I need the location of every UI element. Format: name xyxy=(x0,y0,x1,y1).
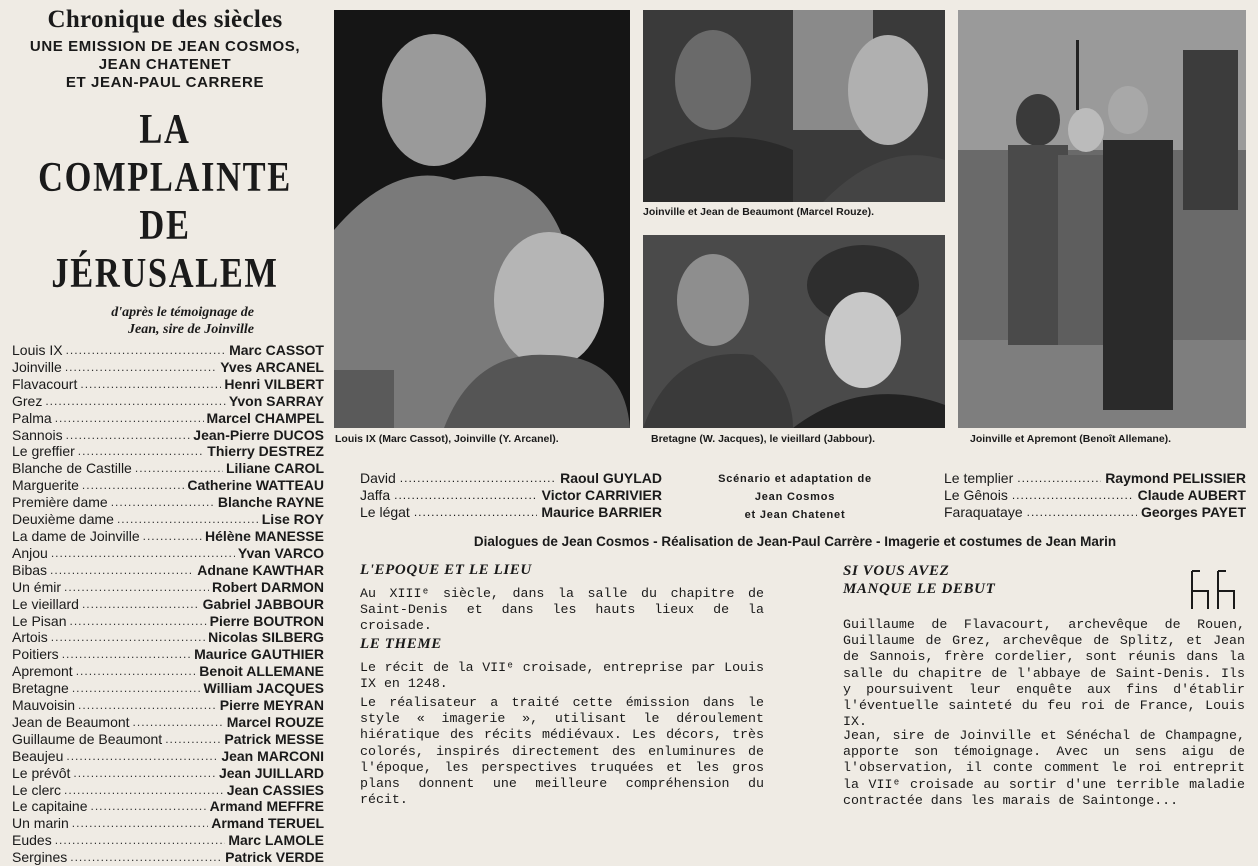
leader-dots xyxy=(64,782,224,799)
leader-dots xyxy=(45,393,225,410)
text-debut-2: Jean, sire de Joinville et Sénéchal de Champagne, apporte son témoignage. Avec un sens aigu de l'observation, il conte comment le roi entreprit la VIIᵉ croisade au sortir d'une terrible maladie contractée dans les marais de Saintonge... xyxy=(843,728,1245,808)
cast-entry xyxy=(12,680,324,697)
leader-dots xyxy=(64,579,209,596)
credit-line-3: ET JEAN-PAUL CARRERE xyxy=(65,74,265,91)
heading-debut-line-2: MANQUE LE DEBUT xyxy=(843,581,996,597)
cast-role: Le templier xyxy=(944,470,1014,486)
cast-actor: Jean-Pierre DUCOS xyxy=(193,426,324,443)
cast-entry xyxy=(12,663,324,680)
leader-dots xyxy=(143,528,202,545)
cast-role: Le vieillard xyxy=(12,595,79,612)
leader-dots xyxy=(50,562,194,579)
cast-entry xyxy=(12,443,324,460)
program-title xyxy=(35,106,296,298)
subtitle-line-1: d'après le témoignage de xyxy=(111,305,254,320)
leader-dots xyxy=(76,663,197,680)
cast-entry xyxy=(12,579,324,596)
leader-dots xyxy=(1012,487,1134,504)
cast-actor: Marcel ROUZE xyxy=(226,713,324,730)
cast-entry xyxy=(360,487,662,504)
leader-dots xyxy=(80,376,221,393)
cast-role: Sergines xyxy=(12,849,68,866)
cast-entry xyxy=(12,528,324,545)
leader-dots xyxy=(66,748,218,765)
cast-list xyxy=(6,342,324,866)
leader-dots xyxy=(51,629,205,646)
text-epoque: Au XIIIᵉ siècle, dans la salle du chapitre de Saint-Denis et dans les hauts lieux de la croisade. xyxy=(360,586,764,634)
photo-joinville-beaumont xyxy=(643,10,945,202)
cast-role: Guillaume de Beaumont xyxy=(12,730,163,747)
series-title: Chronique des siècles xyxy=(47,6,283,33)
cast-role: Le légat xyxy=(360,504,410,520)
leader-dots xyxy=(66,427,191,444)
cast-role: Flavacourt xyxy=(12,375,78,392)
cast-actor: Patrick MESSE xyxy=(224,730,324,747)
leader-dots xyxy=(117,511,259,528)
cast-actor: Patrick VERDE xyxy=(225,849,324,866)
cast-entry xyxy=(12,748,324,765)
cast-role: Le Gênois xyxy=(944,487,1008,503)
cast-entry xyxy=(12,798,324,815)
cast-role: Un émir xyxy=(12,578,62,595)
caption-photo-2: Joinville et Jean de Beaumont (Marcel Rouze). xyxy=(643,206,875,218)
cast-actor: Liliane CAROL xyxy=(225,460,324,477)
leader-dots xyxy=(1017,470,1101,487)
cast-actor: Maurice BARRIER xyxy=(541,504,662,520)
cast-actor: Jean JUILLARD xyxy=(218,764,324,781)
cast-actor: Gabriel JABBOUR xyxy=(202,595,324,612)
cast-role: Faraquataye xyxy=(944,504,1023,520)
scenario-line-3: et Jean Chatenet xyxy=(744,509,846,521)
cast-entry xyxy=(12,629,324,646)
cast-entry xyxy=(944,487,1246,504)
cast-role: Jean de Beaumont xyxy=(12,713,130,730)
cast-actor: Thierry DESTREZ xyxy=(207,443,324,460)
cast-entry xyxy=(12,765,324,782)
cast-list-middle xyxy=(360,470,662,521)
cast-role: Anjou xyxy=(12,544,48,561)
cast-actor: Marcel CHAMPEL xyxy=(206,409,324,426)
cast-role: Louis IX xyxy=(12,342,63,358)
leader-dots xyxy=(165,731,221,748)
text-theme-1: Le récit de la VIIᵉ croisade, entreprise par Louis IX en 1248. xyxy=(360,660,764,692)
cast-role: Le Pisan xyxy=(12,612,67,629)
title-line-2: DE JÉRUSALEM xyxy=(51,203,279,297)
cast-actor: Hélène MANESSE xyxy=(204,527,324,544)
cast-entry xyxy=(12,393,324,410)
cast-entry xyxy=(12,782,324,799)
leader-dots xyxy=(73,765,216,782)
cast-role: Le clerc xyxy=(12,781,62,798)
cast-role: Bretagne xyxy=(12,680,69,697)
cast-role: Le greffier xyxy=(12,443,75,460)
cast-entry xyxy=(12,511,324,528)
cast-role: Marguerite xyxy=(12,477,79,494)
leader-dots xyxy=(78,443,205,460)
cast-actor: Benoit ALLEMANE xyxy=(199,663,324,680)
cast-actor: Raoul GUYLAD xyxy=(560,470,662,486)
cast-role: Un marin xyxy=(12,815,69,832)
cast-actor: Victor CARRIVIER xyxy=(541,487,662,503)
text-theme-2: Le réalisateur a traité cette émission dans le style « imagerie », utilisant le déroulement hiératique des récits médiévaux. Les décors, très colorés, inspirés directement des enluminures de l'époque, les perspectives truquées et les gros plans donnent une meilleure compréhension du récit. xyxy=(360,695,764,808)
title-line-1: LA COMPLAINTE xyxy=(38,107,292,201)
cast-entry xyxy=(12,731,324,748)
cast-entry xyxy=(12,376,324,393)
cast-actor: Raymond PELISSIER xyxy=(1105,470,1246,486)
cast-actor: William JACQUES xyxy=(203,680,324,697)
cast-actor: Lise ROY xyxy=(261,511,324,528)
cast-entry xyxy=(12,613,324,630)
cast-actor: Yves ARCANEL xyxy=(220,358,324,375)
cast-entry xyxy=(12,596,324,613)
cast-role: Le prévôt xyxy=(12,764,71,781)
cast-entry xyxy=(12,646,324,663)
cast-entry xyxy=(944,470,1246,487)
cast-role: Mauvoisin xyxy=(12,697,76,714)
cast-role: Deuxième dame xyxy=(12,511,114,528)
heading-debut-line-1: SI VOUS AVEZ xyxy=(843,563,950,579)
leader-dots xyxy=(400,470,556,487)
left-column xyxy=(6,4,324,866)
leader-dots xyxy=(65,359,217,376)
cast-actor: Marc CASSOT xyxy=(229,342,324,358)
leader-dots xyxy=(135,460,223,477)
leader-dots xyxy=(133,714,224,731)
cast-actor: Adnane KAWTHAR xyxy=(197,561,324,578)
caption-photo-4: Joinville et Apremont (Benoît Allemane). xyxy=(970,433,1172,445)
credit-line-2: JEAN CHATENET xyxy=(98,56,232,73)
cast-entry xyxy=(12,460,324,477)
scenario-line-1: Scénario et adaptation de xyxy=(718,473,872,485)
cast-role: Grez xyxy=(12,392,43,409)
cast-actor: Henri VILBERT xyxy=(224,375,324,392)
cast-entry xyxy=(12,359,324,376)
leader-dots xyxy=(78,697,217,714)
photo-louis-joinville xyxy=(334,10,630,428)
cast-entry xyxy=(12,494,324,511)
cast-actor: Pierre MEYRAN xyxy=(219,697,324,714)
cast-actor: Maurice GAUTHIER xyxy=(194,646,324,663)
photo-joinville-apremont xyxy=(958,10,1246,428)
cast-actor: Catherine WATTEAU xyxy=(187,477,324,494)
cast-actor: Yvon SARRAY xyxy=(228,392,324,409)
cast-actor: Jean MARCONI xyxy=(221,747,324,764)
leader-dots xyxy=(62,646,191,663)
cast-role: Le capitaine xyxy=(12,798,88,815)
leader-dots xyxy=(55,832,226,849)
chairs-icon xyxy=(1188,569,1244,611)
cast-role: Apremont xyxy=(12,663,73,680)
cast-actor: Armand MEFFRE xyxy=(209,798,324,815)
cast-role: Artois xyxy=(12,629,48,646)
caption-photo-3: Bretagne (W. Jacques), le vieillard (Jabbour). xyxy=(651,433,876,445)
leader-dots xyxy=(82,596,200,613)
leader-dots xyxy=(1027,504,1137,521)
cast-role: Palma xyxy=(12,409,52,426)
cast-role: Blanche de Castille xyxy=(12,460,132,477)
leader-dots xyxy=(69,613,206,630)
cast-actor: Robert DARMON xyxy=(212,578,324,595)
cast-role: David xyxy=(360,470,396,486)
cast-entry xyxy=(360,470,662,487)
cast-role: Sannois xyxy=(12,426,63,443)
scenario-line-2: Jean Cosmos xyxy=(754,491,836,503)
heading-epoque: L'EPOQUE ET LE LIEU xyxy=(360,562,532,578)
cast-role: Joinville xyxy=(12,358,62,375)
leader-dots xyxy=(72,680,201,697)
cast-entry xyxy=(12,849,324,866)
cast-entry xyxy=(12,477,324,494)
cast-actor: Marc LAMOLE xyxy=(228,832,324,849)
subtitle-line-2: Jean, sire de Joinville xyxy=(128,322,254,337)
cast-role: Eudes xyxy=(12,832,52,849)
caption-photo-1: Louis IX (Marc Cassot), Joinville (Y. Arcanel). xyxy=(335,433,559,445)
leader-dots xyxy=(111,494,215,511)
heading-theme: LE THEME xyxy=(360,636,442,652)
cast-role: Poitiers xyxy=(12,646,59,663)
photo-bretagne-vieillard xyxy=(643,235,945,428)
scenario-credit xyxy=(680,470,910,524)
cast-list-right xyxy=(944,470,1246,521)
cast-entry xyxy=(12,697,324,714)
cast-entry xyxy=(12,427,324,444)
cast-actor: Pierre BOUTRON xyxy=(209,612,324,629)
credit-line-1: UNE EMISSION DE JEAN COSMOS, xyxy=(29,38,301,55)
cast-entry xyxy=(12,714,324,731)
cast-actor: Georges PAYET xyxy=(1140,504,1246,520)
subtitle xyxy=(6,304,324,338)
cast-actor: Blanche RAYNE xyxy=(217,494,324,511)
cast-entry xyxy=(12,342,324,359)
cast-actor: Jean CASSIES xyxy=(226,781,324,798)
leader-dots xyxy=(55,410,204,427)
cast-role: Jaffa xyxy=(360,487,391,503)
cast-role: Bibas xyxy=(12,561,48,578)
cast-entry xyxy=(12,562,324,579)
leader-dots xyxy=(70,849,222,866)
leader-dots xyxy=(66,342,226,359)
leader-dots xyxy=(394,487,538,504)
leader-dots xyxy=(51,545,235,562)
cast-entry xyxy=(12,832,324,849)
cast-actor: Claude AUBERT xyxy=(1137,487,1246,503)
leader-dots xyxy=(91,798,207,815)
cast-entry xyxy=(12,410,324,427)
dialogues-credit: Dialogues de Jean Cosmos - Réalisation de Jean-Paul Carrère - Imagerie et costumes de Jean Marin xyxy=(473,534,1117,549)
leader-dots xyxy=(414,504,538,521)
cast-actor: Armand TERUEL xyxy=(211,815,324,832)
leader-dots xyxy=(82,477,184,494)
cast-role: Première dame xyxy=(12,494,108,511)
cast-actor: Yvan VARCO xyxy=(237,544,324,561)
text-debut-1: Guillaume de Flavacourt, archevêque de Rouen, Guillaume de Grez, archevêque de Splitz, et Jean de Sannois, frère cordelier, sont réunis dans la salle du chapitre de l'abbaye de Saint-Denis. Ils y poursuivent leur enquête aux fins d'établir l'éventuelle sainteté du feu roi de France, Louis IX. xyxy=(843,617,1245,730)
cast-entry xyxy=(12,545,324,562)
cast-entry xyxy=(944,504,1246,521)
heading-debut xyxy=(843,562,995,598)
cast-actor: Nicolas SILBERG xyxy=(208,629,324,646)
cast-role: La dame de Joinville xyxy=(12,527,140,544)
cast-entry xyxy=(360,504,662,521)
cast-role: Beaujeu xyxy=(12,747,64,764)
